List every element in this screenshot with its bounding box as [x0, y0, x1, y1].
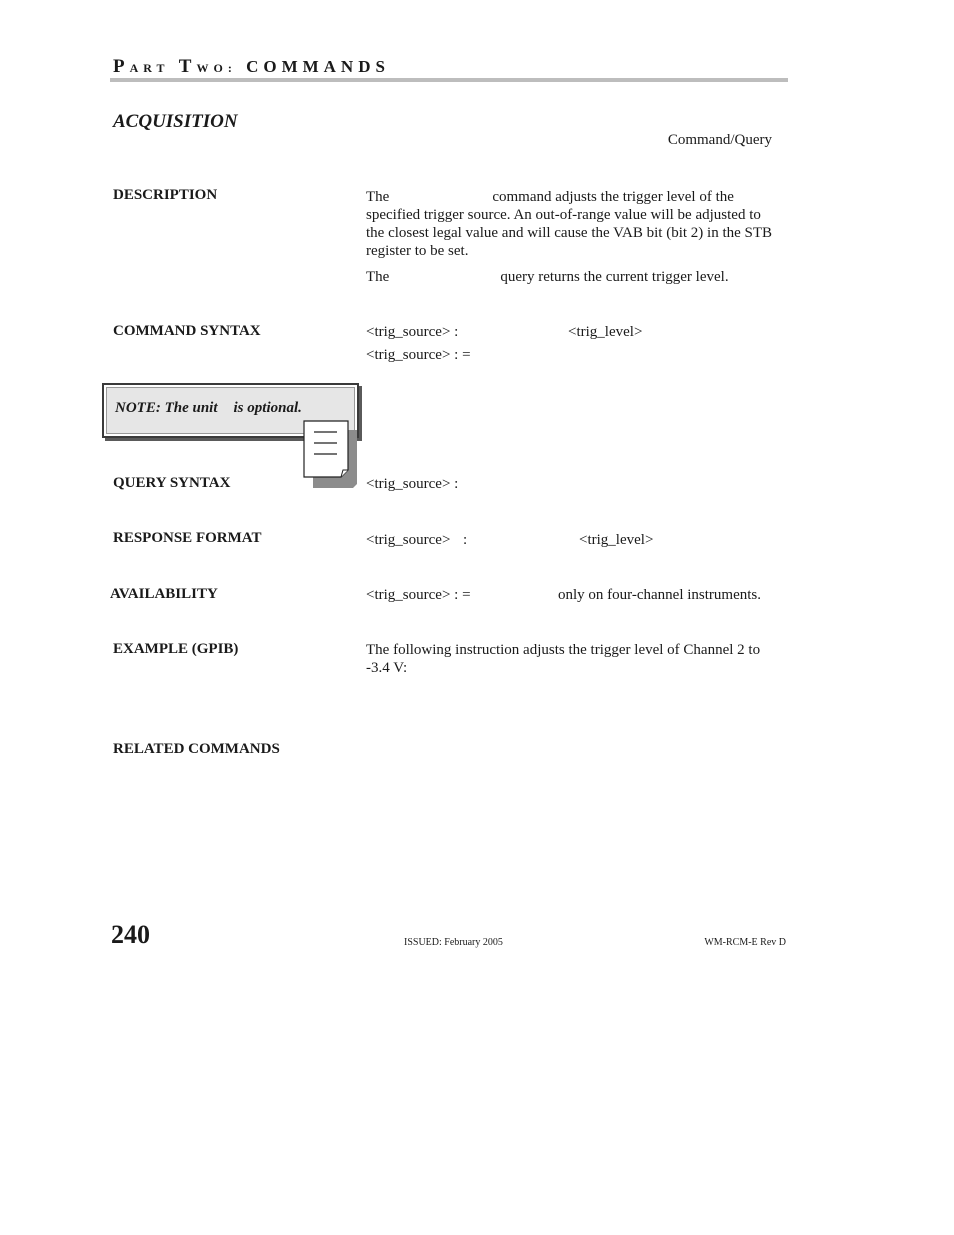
- note-text-b: is optional.: [233, 400, 302, 416]
- description-label: DESCRIPTION: [113, 187, 218, 203]
- header-colon: :: [227, 61, 237, 75]
- header-rule: [110, 78, 788, 82]
- query-syntax-value: <trig_source> :: [366, 476, 459, 492]
- document-id: WM-RCM-E Rev D: [704, 937, 786, 948]
- availability-label: AVAILABILITY: [110, 586, 218, 602]
- document-icon: [303, 420, 359, 488]
- running-header: [113, 56, 390, 78]
- note-text-a: NOTE: The unit: [115, 400, 218, 416]
- example-label: EXAMPLE (GPIB): [113, 641, 239, 657]
- issued-date: ISSUED: February 2005: [404, 937, 503, 948]
- response-format-source: <trig_source>: [366, 532, 451, 548]
- availability-note: only on four-channel instruments.: [558, 587, 761, 603]
- header-two-rest: WO: [196, 61, 228, 75]
- note-text: [115, 400, 302, 417]
- command-syntax-level: <trig_level>: [568, 324, 643, 340]
- availability-source: <trig_source> : =: [366, 587, 471, 603]
- command-syntax-source: <trig_source> :: [366, 324, 459, 340]
- description-para-1-rest: command adjusts the trigger level of the specified trigger source. An out-of-range value will be adjusted to the closest legal value and will cause the VAB bit (bit 2) in the STB register to be set.: [366, 189, 773, 259]
- command-syntax-line-1: [366, 323, 776, 341]
- description-para-2-rest: query returns the current trigger level.: [500, 269, 729, 285]
- command-type: Command/Query: [667, 132, 772, 148]
- section-title: ACQUISITION: [113, 111, 238, 132]
- response-format-value: [366, 531, 776, 549]
- description-para-1-lead: The: [366, 189, 390, 205]
- description-para-2: [366, 268, 776, 286]
- availability-value: [366, 586, 776, 604]
- response-format-colon: :: [463, 532, 468, 548]
- description-para-1: [366, 188, 776, 260]
- example-text: The following instruction adjusts the trigger level of Channel 2 to -3.4 V:: [366, 642, 761, 676]
- header-two-initial: T: [178, 56, 197, 77]
- page-number: 240: [111, 920, 150, 949]
- related-commands-label: RELATED COMMANDS: [113, 741, 280, 757]
- response-format-level: <trig_level>: [579, 532, 654, 548]
- command-syntax-label: COMMAND SYNTAX: [113, 323, 261, 339]
- header-part-rest: ART: [129, 61, 170, 75]
- response-format-label: RESPONSE FORMAT: [113, 530, 262, 546]
- command-syntax-line-2: <trig_source> : =: [366, 347, 471, 363]
- header-commands: COMMANDS: [246, 57, 390, 76]
- query-syntax-label: QUERY SYNTAX: [113, 475, 231, 491]
- description-para-2-lead: The: [366, 269, 390, 285]
- header-part-initial: P: [113, 56, 130, 77]
